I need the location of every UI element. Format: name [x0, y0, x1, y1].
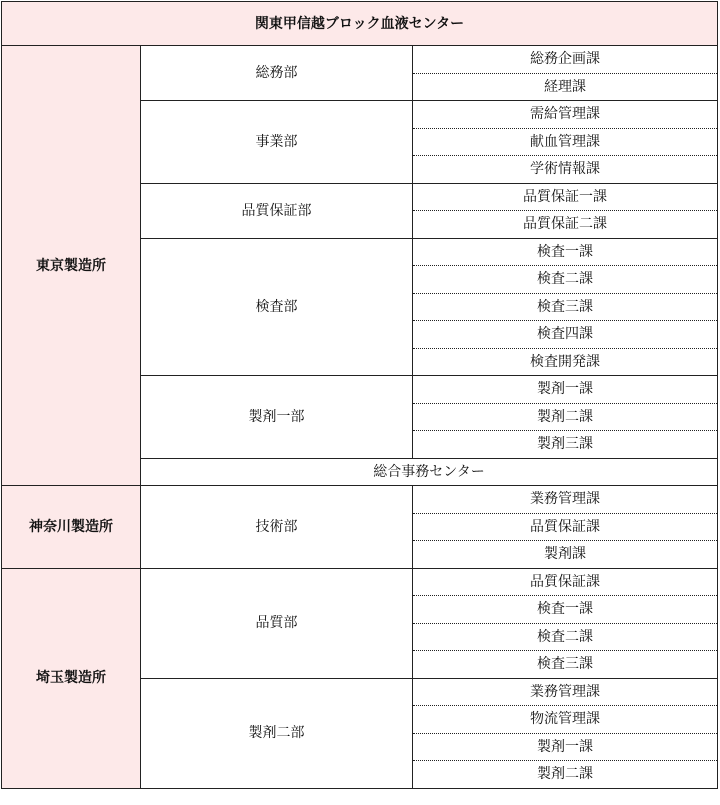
section-name: 検査二課	[413, 623, 718, 651]
section-name: 経理課	[413, 73, 718, 101]
section-name: 品質保証一課	[413, 183, 718, 211]
department-name: 製剤二部	[141, 678, 413, 788]
section-name: 製剤一課	[413, 733, 718, 761]
section-name: 業務管理課	[413, 678, 718, 706]
department-name: 検査部	[141, 238, 413, 376]
table-row	[2, 568, 718, 596]
section-name: 品質保証課	[413, 513, 718, 541]
title-row	[2, 2, 718, 46]
org-chart-body	[2, 2, 718, 789]
department-name: 技術部	[141, 486, 413, 569]
site-name: 東京製造所	[2, 46, 141, 486]
section-name: 検査三課	[413, 293, 718, 321]
section-name: 製剤課	[413, 541, 718, 569]
section-name: 献血管理課	[413, 128, 718, 156]
department-name: 製剤一部	[141, 376, 413, 459]
section-name: 品質保証二課	[413, 211, 718, 239]
center-title: 関東甲信越ブロック血液センター	[2, 2, 718, 46]
section-name: 検査四課	[413, 321, 718, 349]
section-name: 検査一課	[413, 596, 718, 624]
section-name: 製剤二課	[413, 403, 718, 431]
department-name: 総務部	[141, 46, 413, 101]
site-name: 神奈川製造所	[2, 486, 141, 569]
section-name: 物流管理課	[413, 706, 718, 734]
section-name: 検査開発課	[413, 348, 718, 376]
section-name: 検査三課	[413, 651, 718, 679]
department-name: 品質部	[141, 568, 413, 678]
section-name: 検査二課	[413, 266, 718, 294]
section-name: 業務管理課	[413, 486, 718, 514]
department-name: 品質保証部	[141, 183, 413, 238]
section-name: 製剤二課	[413, 761, 718, 789]
table-row	[2, 46, 718, 74]
section-name: 品質保証課	[413, 568, 718, 596]
section-name: 需給管理課	[413, 101, 718, 129]
org-chart-table	[1, 1, 718, 789]
section-name: 総務企画課	[413, 46, 718, 74]
table-row	[2, 486, 718, 514]
section-name: 学術情報課	[413, 156, 718, 184]
section-name: 検査一課	[413, 238, 718, 266]
section-name: 製剤三課	[413, 431, 718, 459]
site-name: 埼玉製造所	[2, 568, 141, 788]
department-name: 事業部	[141, 101, 413, 184]
section-name: 総合事務センター	[141, 458, 718, 486]
section-name: 製剤一課	[413, 376, 718, 404]
